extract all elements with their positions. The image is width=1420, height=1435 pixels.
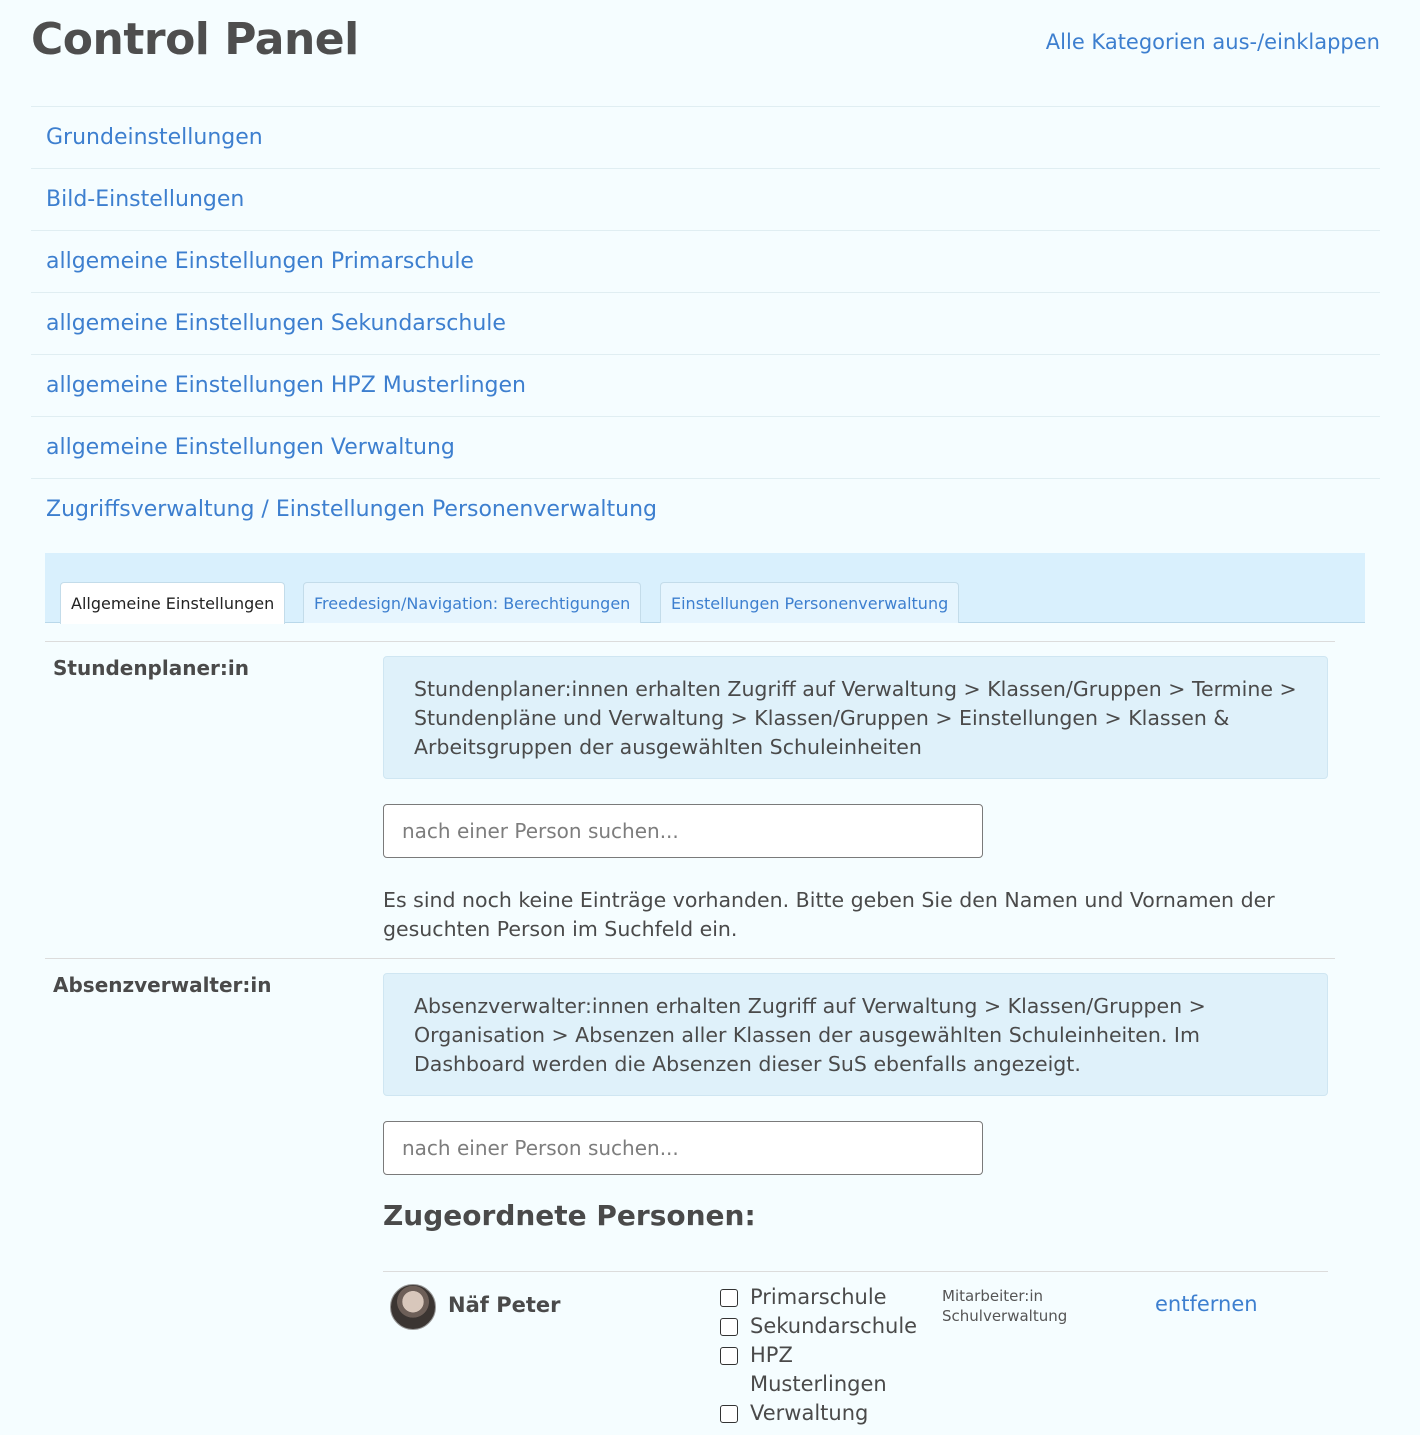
unit-checkbox-hpz-musterlingen[interactable] [720,1341,900,1399]
role-info-box: Stundenplaner:innen erhalten Zugriff auf Verwaltung > Klassen/Gruppen > Termine > Stundenpläne und Verwaltung > Klassen/Gruppen > Einstellungen > Klassen & Arbeitsgruppen der ausgewählten Schuleinheiten [383,656,1328,779]
assigned-persons-heading: Zugeordnete Personen: [383,1199,756,1232]
tab-allgemeine-einstellungen[interactable]: Allgemeine Einstellungen [60,582,285,624]
role-info-box: Absenzverwalter:innen erhalten Zugriff auf Verwaltung > Klassen/Gruppen > Organisation > Absenzen aller Klassen der ausgewählten Schuleinheiten. Im Dashboard werden die Absenzen dieser SuS ebenfalls angezeigt. [383,973,1328,1096]
category-bild-einstellungen[interactable]: Bild-Einstellungen [31,168,1380,230]
unit-checkbox-verwaltung[interactable] [720,1399,930,1428]
empty-entries-note: Es sind noch keine Einträge vorhanden. Bitte geben Sie den Namen und Vornamen der gesuchten Person im Suchfeld ein. [383,888,1275,941]
page-title: Control Panel [31,14,359,65]
category-list [31,106,1380,540]
tab-einstellungen-personenverwaltung[interactable]: Einstellungen Personenverwaltung [660,582,959,623]
unit-label: Sekundarschule [750,1314,918,1338]
checkbox[interactable] [720,1405,738,1423]
category-hpz-musterlingen[interactable]: allgemeine Einstellungen HPZ Musterlingen [31,354,1380,416]
category-grundeinstellungen[interactable]: Grundeinstellungen [31,106,1380,168]
category-primarschule[interactable]: allgemeine Einstellungen Primarschule [31,230,1380,292]
zugriffsverwaltung-panel [45,553,1365,1435]
category-sekundarschule[interactable]: allgemeine Einstellungen Sekundarschule [31,292,1380,354]
category-verwaltung[interactable]: allgemeine Einstellungen Verwaltung [31,416,1380,478]
role-line: Mitarbeiter:in [942,1287,1044,1305]
remove-person-link[interactable]: entfernen [1155,1292,1258,1316]
divider [383,1271,1328,1272]
unit-label: HPZ Musterlingen [750,1343,887,1396]
avatar [390,1284,436,1330]
role-label: Absenzverwalter:in [53,973,272,997]
person-search-input[interactable] [383,804,983,858]
person-search-input[interactable] [383,1121,983,1175]
person-name: Näf Peter [448,1293,561,1317]
toggle-all-categories-link[interactable]: Alle Kategorien aus-/einklappen [1045,30,1380,54]
checkbox[interactable] [720,1289,738,1307]
role-label: Stundenplaner:in [53,656,249,680]
role-row-absenzverwalter [45,958,1335,1435]
tab-freedesign-navigation[interactable]: Freedesign/Navigation: Berechtigungen [303,582,641,623]
unit-checkbox-list [720,1283,930,1428]
unit-checkbox-sekundarschule[interactable] [720,1312,930,1341]
unit-label: Verwaltung [750,1401,869,1425]
role-line: Schulverwaltung [942,1307,1068,1325]
role-row-stundenplaner [45,641,1335,958]
unit-label: Primarschule [750,1285,887,1309]
tab-bar [45,553,1365,623]
category-zugriffsverwaltung[interactable]: Zugriffsverwaltung / Einstellungen Personenverwaltung [31,478,1380,540]
unit-checkbox-primarschule[interactable] [720,1283,930,1312]
checkbox[interactable] [720,1347,738,1365]
checkbox[interactable] [720,1318,738,1336]
person-roles [942,1286,1067,1326]
